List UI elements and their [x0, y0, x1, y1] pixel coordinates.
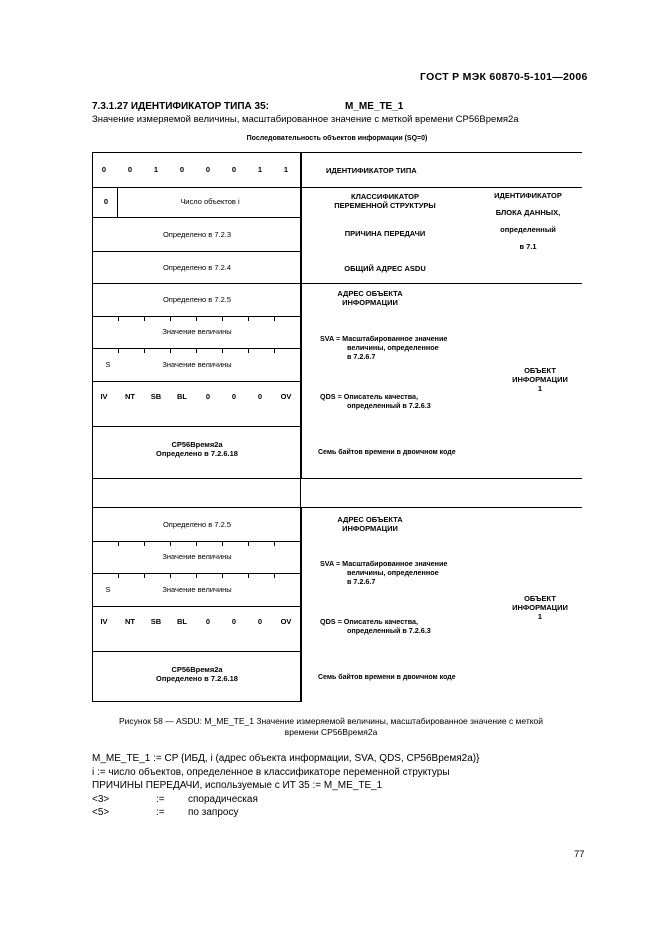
row-line: [92, 573, 302, 574]
bit-tick: [196, 316, 197, 321]
vsq-label: КЛАССИФИКАТОР ПЕРЕМЕННОЙ СТРУКТУРЫ: [334, 192, 436, 210]
sign-bit: S: [105, 360, 111, 369]
right-line: [302, 283, 582, 284]
info-object-label: ОБЪЕКТ ИНФОРМАЦИИ 1: [512, 594, 568, 621]
type-bit: 0: [127, 165, 133, 174]
qds-label: QDS = Описатель качества, определенный в 7.2.6.3: [320, 617, 431, 635]
bit-tick: [118, 573, 119, 578]
dui-label: ИДЕНТИФИКАТОР БЛОКА ДАННЫХ, определенный в 7.1: [494, 191, 562, 251]
bit-tick: [118, 316, 119, 321]
bit-tick: [274, 348, 275, 353]
bit-tick: [170, 348, 171, 353]
right-line: [302, 478, 582, 479]
row-line: [92, 187, 302, 188]
bit-tick: [248, 348, 249, 353]
row-line: [92, 217, 302, 218]
qds-bit: SB: [150, 392, 162, 401]
bit-tick: [274, 541, 275, 546]
bit-tick: [274, 573, 275, 578]
qds-bit: IV: [100, 617, 108, 626]
type-bit: 0: [205, 165, 211, 174]
bit-tick: [170, 316, 171, 321]
row-line: [92, 283, 302, 284]
bit-tick: [196, 348, 197, 353]
bit-tick: [144, 573, 145, 578]
section-description: Значение измеряемой величины, масштабированное значение с меткой времени СР56Время2a: [92, 114, 519, 125]
value-row: Значение величины: [162, 585, 232, 594]
bit-tick: [222, 541, 223, 546]
bit-tick: [144, 541, 145, 546]
row-line: [92, 651, 302, 652]
bit-tick: [170, 541, 171, 546]
bit-tick: [222, 348, 223, 353]
time-label: Семь байтов времени в двоичном коде: [318, 449, 456, 456]
defined-725: Определено в 7.2.5: [162, 295, 232, 304]
bit-tick: [118, 348, 119, 353]
qds-bit: 0: [257, 617, 263, 626]
row-line: [92, 541, 302, 542]
bit-tick: [222, 316, 223, 321]
sign-bit: S: [105, 585, 111, 594]
qds-bit: 0: [205, 392, 211, 401]
definition-line: i := число объектов, определенное в классификаторе переменной структуры: [92, 767, 450, 778]
qds-bit: SB: [150, 617, 162, 626]
cause-text: спорадическая: [188, 794, 258, 805]
row-line: [92, 381, 302, 382]
value-row: Значение величины: [162, 360, 232, 369]
value-row: Значение величины: [162, 552, 232, 561]
cause-code: <5>: [92, 807, 110, 818]
frame-top-line: [302, 152, 582, 153]
definition-line: M_ME_TE_1 := CP {ИБД, i (адрес объекта информации, SVA, QDS, СР56Время2a)}: [92, 753, 480, 764]
value-row: Значение величины: [162, 327, 232, 336]
qds-bit: IV: [100, 392, 108, 401]
gap-row: [92, 479, 303, 507]
qds-bit: 0: [257, 392, 263, 401]
ioa-label: АДРЕС ОБЪЕКТА ИНФОРМАЦИИ: [337, 289, 403, 307]
sva-label: SVA = Масштабированное значение величины, определенное в 7.2.6.7: [320, 559, 448, 586]
bit-tick: [222, 573, 223, 578]
type-bit: 1: [257, 165, 263, 174]
type-bit: 1: [283, 165, 289, 174]
figure-top-caption: Последовательность объектов информации (SQ=0): [246, 135, 428, 142]
figure-caption: Рисунок 58 — ASDU: M_ME_TE_1 Значение измеряемой величины, масштабированное значение с меткой времени СР56Время2a: [118, 716, 544, 737]
bit-tick: [170, 573, 171, 578]
row-line: [92, 426, 302, 427]
bit-tick: [248, 316, 249, 321]
row-line: [92, 348, 302, 349]
bit-tick: [248, 541, 249, 546]
cot-label: ПРИЧИНА ПЕРЕДАЧИ: [344, 229, 426, 238]
type-bit: 1: [153, 165, 159, 174]
qds-bit: NT: [125, 617, 135, 626]
row-line: [92, 251, 302, 252]
right-line: [302, 507, 582, 508]
row-line: [92, 606, 302, 607]
cause-assign: :=: [156, 807, 165, 818]
qds-bit: 0: [231, 617, 237, 626]
cause-assign: :=: [156, 794, 165, 805]
time-label: Семь байтов времени в двоичном коде: [318, 674, 456, 681]
page-number: 77: [574, 849, 585, 860]
section-type-code: M_ME_TE_1: [345, 101, 404, 112]
qds-bit: NT: [125, 392, 135, 401]
bit-tick: [248, 573, 249, 578]
qds-bit: BL: [177, 617, 187, 626]
definition-line: ПРИЧИНЫ ПЕРЕДАЧИ, используемые с ИТ 35 := M_ME_TE_1: [92, 780, 383, 791]
type-bit: 0: [101, 165, 107, 174]
defined-723: Определено в 7.2.3: [162, 230, 232, 239]
sva-label: SVA = Масштабированное значение величины, определенное в 7.2.6.7: [320, 334, 448, 361]
type-bit: 0: [179, 165, 185, 174]
defined-725: Определено в 7.2.5: [162, 520, 232, 529]
num-objects: Число объектов i: [180, 197, 240, 206]
qds-bit: BL: [177, 392, 187, 401]
cp56-cell: СР56Время2a Определено в 7.2.6.18: [156, 440, 238, 458]
bit-tick: [274, 316, 275, 321]
qds-bit: 0: [231, 392, 237, 401]
info-object-label: ОБЪЕКТ ИНФОРМАЦИИ 1: [512, 366, 568, 393]
row-line: [92, 478, 302, 479]
asdu-address-label: ОБЩИЙ АДРЕС ASDU: [344, 264, 426, 273]
qds-label: QDS = Описатель качества, определенный в 7.2.6.3: [320, 392, 431, 410]
bit-tick: [196, 573, 197, 578]
qds-bit: OV: [280, 617, 292, 626]
cause-text: по запросу: [188, 807, 239, 818]
bit-tick: [144, 316, 145, 321]
bit-tick: [144, 348, 145, 353]
bit-tick: [196, 541, 197, 546]
cause-code: <3>: [92, 794, 110, 805]
section-title: 7.3.1.27 ИДЕНТИФИКАТОР ТИПА 35:: [92, 101, 269, 112]
document-header: ГОСТ Р МЭК 60870-5-101—2006: [420, 71, 588, 83]
cp56-cell: СР56Время2a Определено в 7.2.6.18: [156, 665, 238, 683]
type-bit: 0: [231, 165, 237, 174]
bit-tick: [118, 541, 119, 546]
defined-724: Определено в 7.2.4: [162, 263, 232, 272]
type-id-label: ИДЕНТИФИКАТОР ТИПА: [326, 166, 417, 175]
row-line: [92, 507, 302, 508]
ioa-label: АДРЕС ОБЪЕКТА ИНФОРМАЦИИ: [337, 515, 403, 533]
qds-bit: 0: [205, 617, 211, 626]
qds-bit: OV: [280, 392, 292, 401]
sq-bit: 0: [103, 197, 109, 206]
row-line: [92, 316, 302, 317]
